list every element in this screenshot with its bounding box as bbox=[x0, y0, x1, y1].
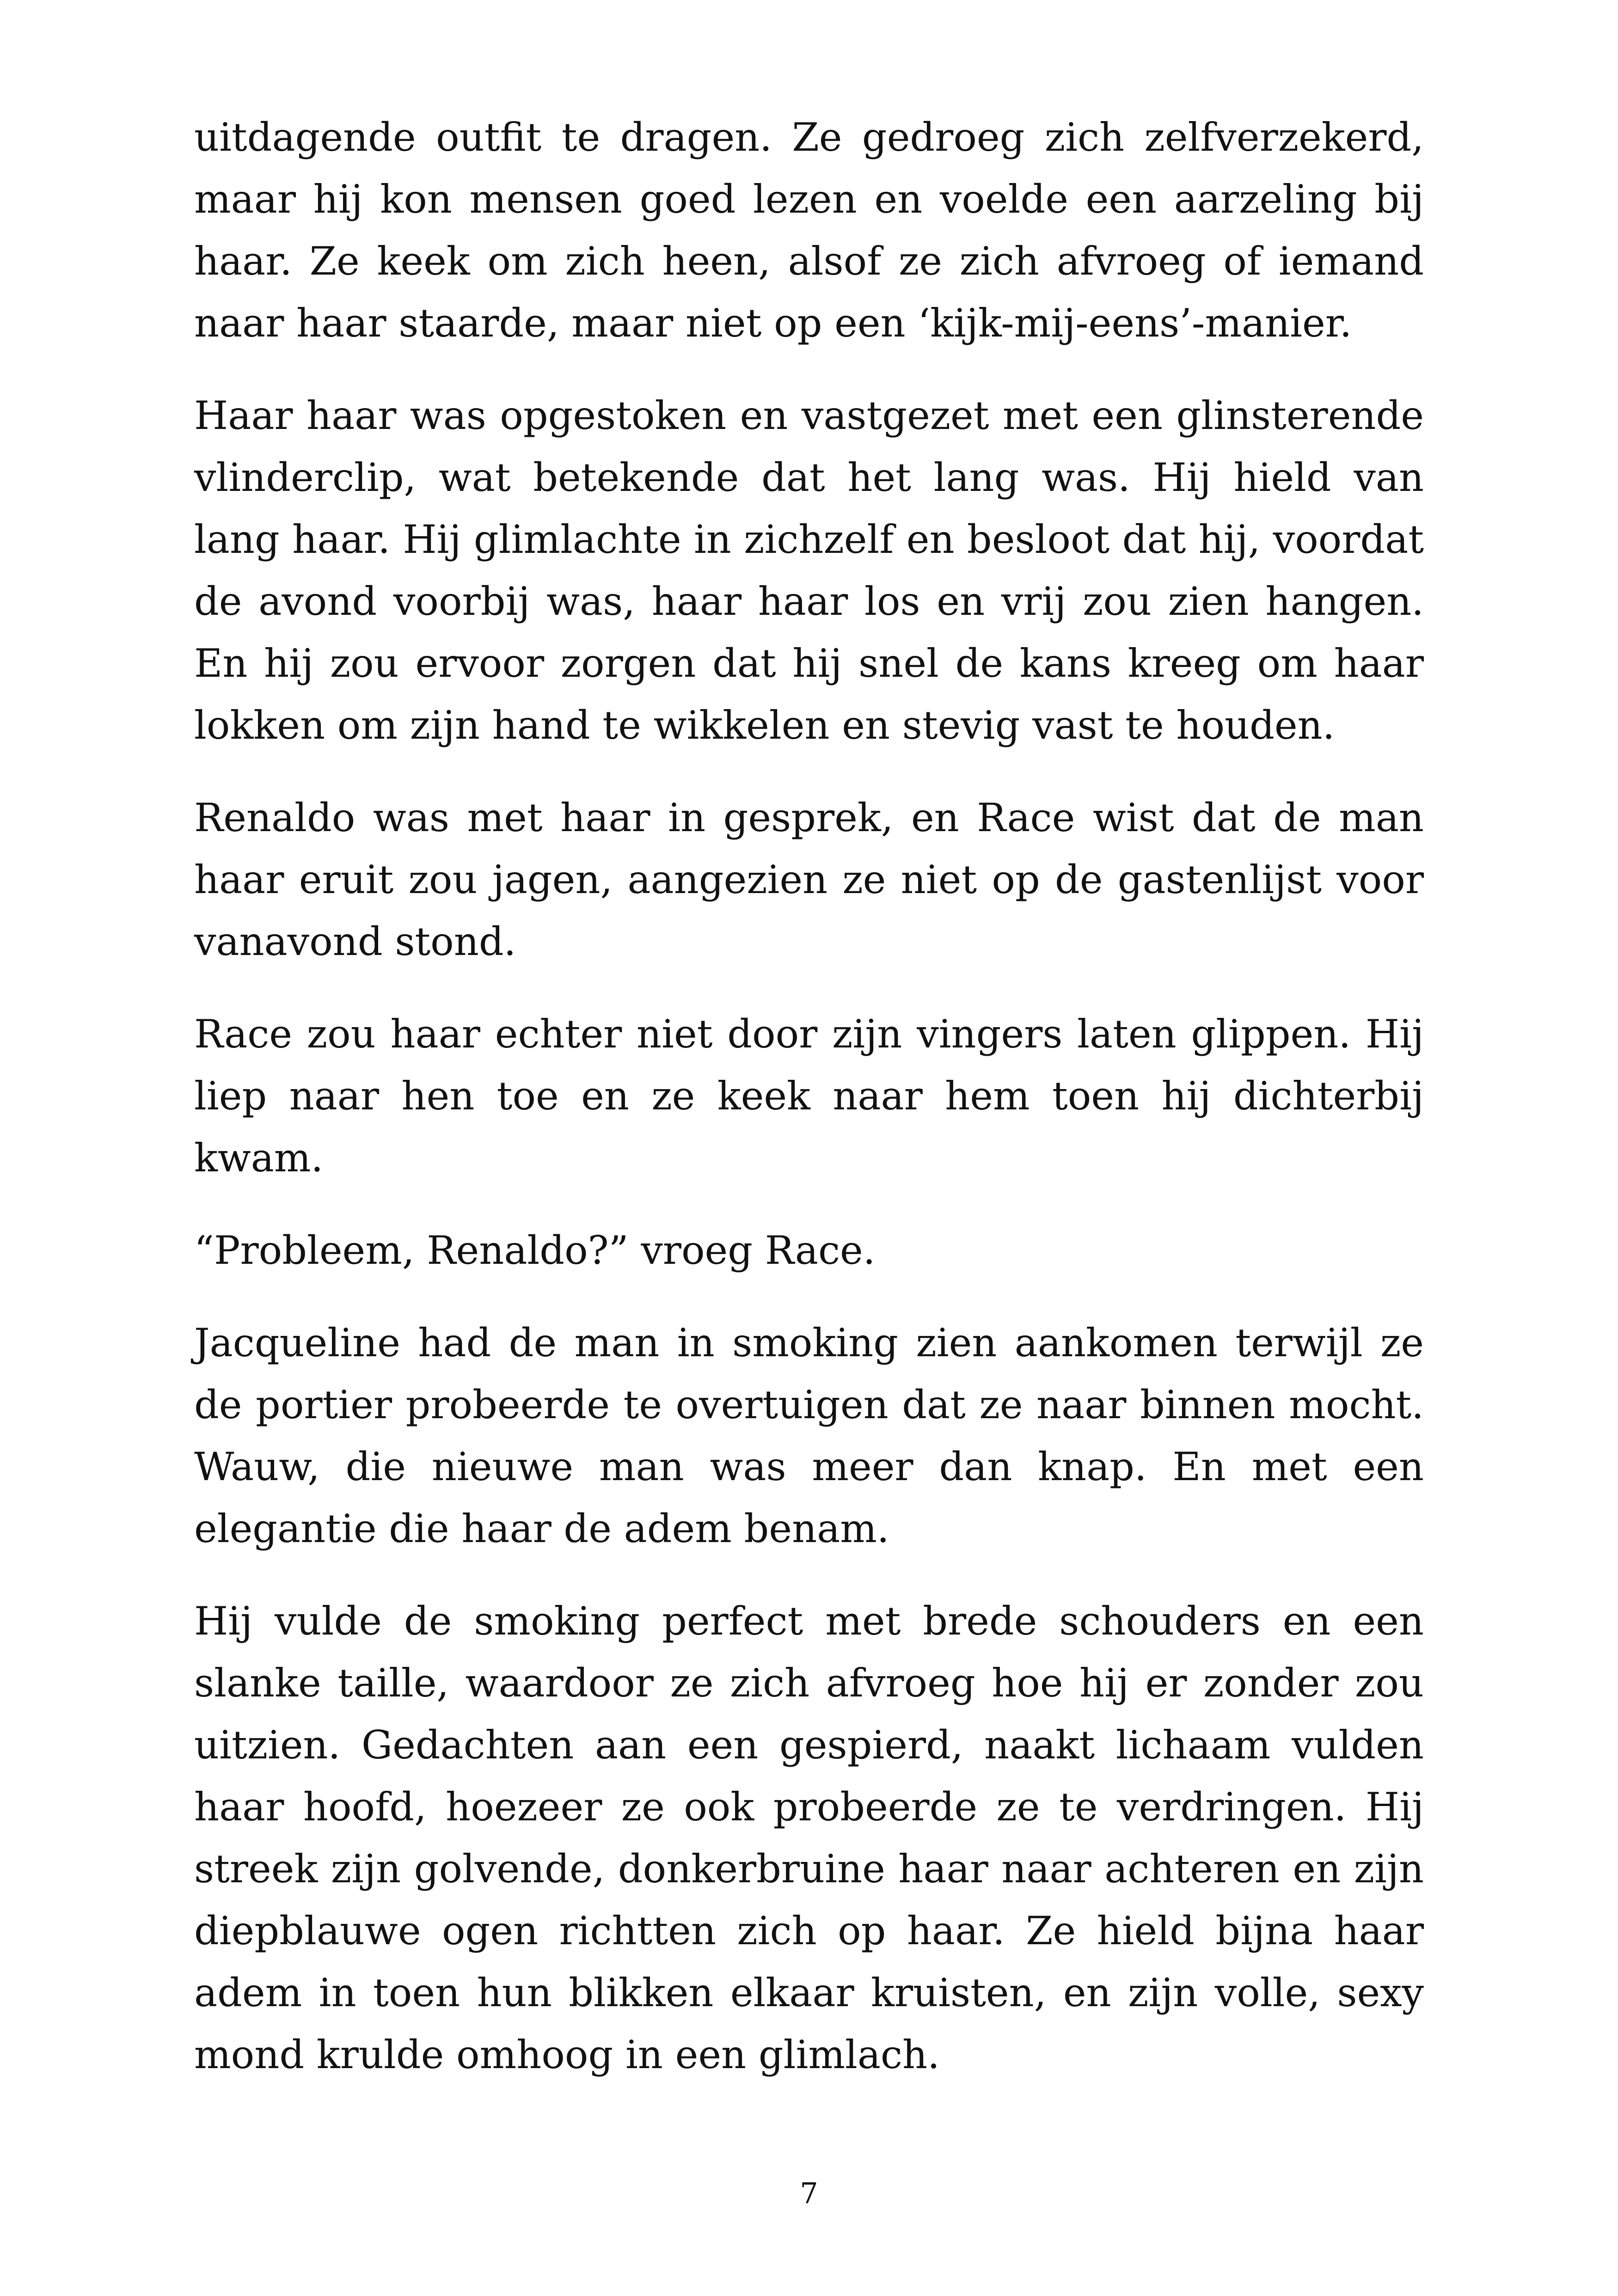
body-text bbox=[194, 106, 1424, 2116]
paragraph: “Probleem, Renaldo?” vroeg Race. bbox=[194, 1228, 876, 1273]
paragraph: Jacqueline had de man in smoking zien aankomen terwijl ze de portier probeerde te overtuigen dat ze naar binnen mocht. Wauw, die nieuwe man was meer dan knap. En met een elegantie die haar de adem benam. bbox=[194, 1320, 1424, 1551]
paragraph: Hij vulde de smoking perfect met brede schouders en een slanke taille, waardoor ze zich afvroeg hoe hij er zonder zou uitzien. Gedachten aan een gespierd, naakt lichaam vulden haar hoofd, hoezeer ze ook probeerde ze te verdringen. Hij streek zijn golvende, donkerbruine haar naar achteren en zijn diepblauwe ogen richtten zich op haar. Ze hield bijna haar adem in toen hun blikken elkaar kruisten, en zijn volle, sexy mond krulde omhoog in een glimlach. bbox=[194, 1598, 1424, 2077]
paragraph: Haar haar was opgestoken en vastgezet met een glinsterende vlinderclip, wat betekende dat het lang was. Hij hield van lang haar. Hij glimlachte in zichzelf en besloot dat hij, voordat de avond voorbij was, haar haar los en vrij zou zien hangen. En hij zou ervoor zorgen dat hij snel de kans kreeg om haar lokken om zijn hand te wikkelen en stevig vast te houden. bbox=[194, 393, 1424, 748]
paragraph: Renaldo was met haar in gesprek, en Race wist dat de man haar eruit zou jagen, aangezien ze niet op de gastenlijst voor vanavond stond. bbox=[194, 795, 1424, 964]
page-number: 7 bbox=[800, 2176, 818, 2210]
paragraph: Race zou haar echter niet door zijn vingers laten glippen. Hij liep naar hen toe en ze keek naar hem toen hij dichterbij kwam. bbox=[194, 1011, 1424, 1181]
paragraph: uitdagende outfit te dragen. Ze gedroeg zich zelfverzekerd, maar hij kon mensen goed lezen en voelde een aarzeling bij haar. Ze keek om zich heen, alsof ze zich afvroeg of iemand naar haar staarde, maar niet op een ‘kijk-mij-eens’-manier. bbox=[194, 115, 1424, 346]
